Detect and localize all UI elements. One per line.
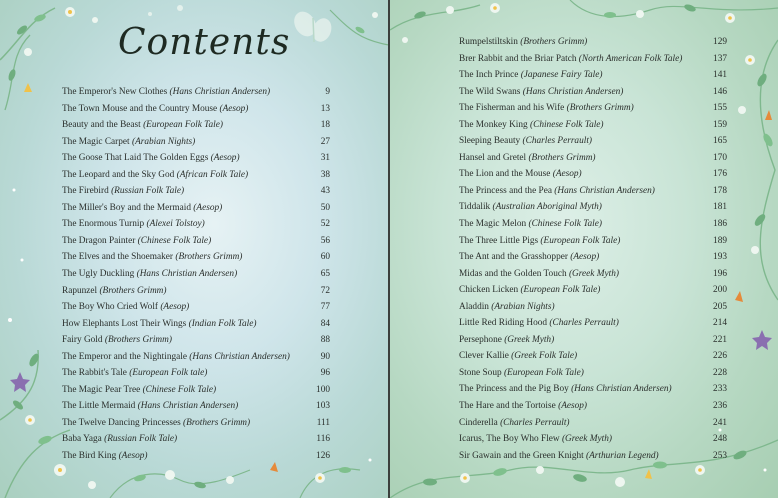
- entry-page-number: 189: [713, 235, 727, 246]
- entry-title: Icarus, The Boy Who Flew: [459, 434, 560, 445]
- entry-title: Midas and the Golden Touch: [459, 268, 567, 279]
- entry-page-number: 248: [713, 434, 727, 445]
- entry-title: The Elves and the Shoemaker: [62, 252, 174, 263]
- contents-entry: [459, 315, 727, 332]
- entry-title: Hansel and Gretel: [459, 152, 527, 163]
- entry-title: The Magic Carpet: [62, 136, 130, 147]
- entry-page-number: 178: [713, 185, 727, 196]
- contents-entry: [459, 299, 727, 316]
- entry-page-number: 165: [713, 136, 727, 147]
- entry-source: (Russian Folk Tale): [104, 434, 178, 445]
- contents-entry: [62, 84, 330, 101]
- entry-title: The Little Mermaid: [62, 401, 136, 412]
- entry-source: (Brothers Grimm): [99, 285, 167, 296]
- entry-source: (Arthurian Legend): [586, 450, 659, 461]
- entry-title: Persephone: [459, 334, 502, 345]
- entry-page-number: 186: [713, 219, 727, 230]
- entry-source: (Hans Christian Andersen): [522, 86, 624, 97]
- entry-title: The Fisherman and his Wife: [459, 103, 565, 114]
- entry-source: (Greek Myth): [568, 268, 619, 279]
- entry-page-number: 236: [713, 401, 727, 412]
- entry-page-number: 116: [316, 434, 330, 445]
- contents-list-right: [459, 34, 727, 464]
- entry-page-number: 38: [320, 169, 330, 180]
- entry-title: Sleeping Beauty: [459, 136, 521, 147]
- contents-entry: [459, 448, 727, 465]
- contents-entry: [62, 316, 330, 333]
- entry-page-number: 129: [713, 37, 727, 47]
- entry-page-number: 52: [320, 219, 330, 230]
- entry-source: (Brothers Grimm): [566, 103, 634, 114]
- entry-page-number: 170: [713, 152, 727, 163]
- entry-page-number: 50: [320, 202, 330, 213]
- entry-source: (Arabian Nights): [491, 301, 555, 312]
- entry-source: (European Folk Tale): [520, 285, 601, 296]
- contents-entry: [459, 233, 727, 250]
- entry-page-number: 56: [320, 235, 330, 246]
- entry-page-number: 18: [320, 120, 330, 131]
- entry-source: (Indian Folk Tale): [188, 318, 257, 329]
- entry-page-number: 196: [713, 268, 727, 279]
- entry-page-number: 9: [325, 87, 330, 97]
- entry-title: The Princess and the Pig Boy: [459, 384, 569, 395]
- entry-page-number: 200: [713, 285, 727, 296]
- entry-page-number: 226: [713, 351, 727, 362]
- entry-title: Clever Kallie: [459, 351, 509, 362]
- entry-source: (Arabian Nights): [131, 136, 196, 147]
- contents-entry: [459, 365, 727, 382]
- entry-title: The Hare and the Tortoise: [459, 401, 556, 412]
- contents-entry: [62, 233, 330, 250]
- entry-source: (Hans Christian Andersen): [554, 185, 655, 196]
- entry-title: The Princess and the Pea: [459, 185, 552, 196]
- contents-entry: [62, 266, 330, 283]
- entry-title: Baba Yaga: [62, 434, 102, 445]
- entry-page-number: 176: [713, 169, 727, 180]
- contents-entry: [62, 398, 330, 415]
- contents-entry: [459, 381, 727, 398]
- entry-page-number: 100: [316, 384, 330, 395]
- entry-source: (Brothers Grimm): [104, 335, 172, 346]
- entry-page-number: 72: [320, 285, 330, 296]
- entry-title: Beauty and the Beast: [62, 120, 141, 131]
- entry-source: (Brothers Grimm): [183, 417, 251, 428]
- entry-title: The Enormous Turnip: [62, 219, 145, 230]
- entry-source: (Aesop): [160, 302, 190, 313]
- entry-title: The Ant and the Grasshopper: [459, 252, 568, 263]
- entry-page-number: 31: [320, 153, 330, 164]
- contents-entry: [62, 117, 330, 134]
- entry-source: (Hans Christian Andersen): [169, 87, 271, 97]
- entry-title: Tiddalik: [459, 202, 491, 213]
- contents-entry: [459, 117, 727, 134]
- contents-entry: [62, 200, 330, 217]
- entry-source: (North American Folk Tale): [578, 53, 683, 64]
- entry-title: The Emperor's New Clothes: [62, 87, 168, 97]
- contents-entry: [62, 365, 330, 382]
- contents-entry: [459, 67, 727, 84]
- entry-title: The Boy Who Cried Wolf: [62, 302, 158, 313]
- entry-source: (European Folk Tale): [540, 235, 621, 246]
- contents-entry: [459, 216, 727, 233]
- contents-entry: [62, 382, 330, 399]
- entry-title: The Leopard and the Sky God: [62, 169, 175, 180]
- entry-title: The Wild Swans: [459, 86, 521, 97]
- entry-page-number: 141: [713, 70, 727, 81]
- contents-entry: [459, 133, 727, 150]
- contents-entry: [459, 332, 727, 349]
- entry-title: Aladdin: [459, 301, 489, 312]
- entry-source: (Australian Aboriginal Myth): [492, 202, 602, 213]
- entry-title: Sir Gawain and the Green Knight: [459, 450, 584, 461]
- entry-title: Rapunzel: [62, 285, 98, 296]
- entry-title: The Town Mouse and the Country Mouse: [62, 103, 218, 114]
- entry-source: (Aesop): [193, 202, 223, 213]
- entry-page-number: 214: [713, 318, 727, 329]
- entry-title: The Magic Pear Tree: [62, 384, 141, 395]
- entry-title: The Magic Melon: [459, 219, 527, 230]
- contents-entry: [62, 349, 330, 366]
- entry-page-number: 221: [713, 334, 727, 345]
- entry-title: Fairy Gold: [62, 335, 103, 346]
- entry-source: (Greek Folk Tale): [511, 351, 578, 362]
- contents-entry: [62, 216, 330, 233]
- entry-source: (Charles Perrault): [522, 136, 592, 147]
- entry-page-number: 90: [320, 351, 330, 362]
- contents-entry: [459, 415, 727, 432]
- entry-source: (Russian Folk Tale): [111, 186, 185, 197]
- entry-page-number: 13: [320, 103, 330, 114]
- contents-list-left: [62, 84, 330, 465]
- contents-entry: [62, 101, 330, 118]
- entry-source: (Aesop): [552, 169, 582, 180]
- entry-page-number: 65: [320, 269, 330, 280]
- entry-title: The Lion and the Mouse: [459, 169, 551, 180]
- contents-entry: [459, 431, 727, 448]
- contents-entry: [459, 266, 727, 283]
- entry-source: (Japanese Fairy Tale): [520, 70, 603, 81]
- contents-entry: [459, 51, 727, 68]
- entry-source: (Aesop): [558, 401, 588, 412]
- contents-entry: [62, 448, 330, 465]
- contents-entry: [62, 431, 330, 448]
- entry-page-number: 193: [713, 252, 727, 263]
- contents-entry: [459, 34, 727, 51]
- entry-title: Brer Rabbit and the Briar Patch: [459, 53, 577, 64]
- contents-entry: [459, 348, 727, 365]
- entry-source: (Hans Christian Andersen): [571, 384, 672, 395]
- star-icon: [10, 372, 30, 392]
- entry-source: (Chinese Folk Tale): [142, 384, 217, 395]
- contents-entry: [62, 283, 330, 300]
- entry-page-number: 43: [320, 186, 330, 197]
- entry-page-number: 27: [320, 136, 330, 147]
- entry-title: The Inch Prince: [459, 70, 519, 81]
- entry-title: The Goose That Laid The Golden Eggs: [62, 153, 209, 164]
- entry-source: (Chinese Folk Tale): [528, 219, 602, 230]
- butterfly-icon: [290, 8, 335, 45]
- entry-page-number: 146: [713, 86, 727, 97]
- contents-entry: [62, 332, 330, 349]
- entry-source: (Brothers Grimm): [520, 37, 588, 47]
- entry-title: The Miller's Boy and the Mermaid: [62, 202, 191, 213]
- entry-source: (Brothers Grimm): [528, 152, 596, 163]
- entry-title: The Rabbit's Tale: [62, 368, 127, 379]
- entry-source: (Greek Myth): [561, 434, 612, 445]
- contents-entry: [459, 398, 727, 415]
- contents-entry: [459, 282, 727, 299]
- contents-entry: [459, 100, 727, 117]
- entry-title: Stone Soup: [459, 367, 502, 378]
- entry-source: (Aesop): [219, 103, 249, 114]
- contents-entry: [459, 183, 727, 200]
- page-title: Contents: [118, 22, 291, 63]
- entry-source: (Greek Myth): [504, 334, 555, 345]
- entry-title: Rumpelstiltskin: [459, 37, 518, 47]
- entry-title: Cinderella: [459, 417, 498, 428]
- entry-source: (Aesop): [570, 252, 600, 263]
- entry-title: Chicken Licken: [459, 285, 519, 296]
- entry-page-number: 228: [713, 367, 727, 378]
- contents-entry: [62, 134, 330, 151]
- entry-title: The Monkey King: [459, 119, 528, 130]
- contents-entry: [62, 150, 330, 167]
- entry-source: (African Folk Tale): [176, 169, 249, 180]
- entry-title: The Emperor and the Nightingale: [62, 351, 187, 362]
- entry-source: (Chinese Folk Tale): [530, 119, 604, 130]
- entry-page-number: 155: [713, 103, 727, 114]
- entry-page-number: 181: [713, 202, 727, 213]
- entry-page-number: 205: [713, 301, 727, 312]
- entry-source: (Hans Christian Andersen): [136, 269, 238, 280]
- entry-source: (Alexei Tolstoy): [146, 219, 205, 230]
- entry-source: (European Folk Tale): [503, 367, 584, 378]
- contents-entry: [459, 150, 727, 167]
- entry-page-number: 137: [713, 53, 727, 64]
- entry-source: (Chinese Folk Tale): [137, 235, 212, 246]
- entry-page-number: 111: [316, 417, 330, 428]
- entry-page-number: 88: [320, 335, 330, 346]
- contents-entry: [459, 199, 727, 216]
- entry-source: (Hans Christian Andersen): [189, 351, 290, 362]
- contents-entry: [62, 167, 330, 184]
- entry-page-number: 253: [713, 450, 727, 461]
- entry-page-number: 233: [713, 384, 727, 395]
- contents-entry: [459, 84, 727, 101]
- entry-page-number: 126: [316, 451, 330, 462]
- entry-source: (Charles Perrault): [500, 417, 570, 428]
- contents-entry: [62, 249, 330, 266]
- entry-title: Little Red Riding Hood: [459, 318, 548, 329]
- contents-entry: [62, 415, 330, 432]
- entry-title: The Firebird: [62, 186, 109, 197]
- entry-title: How Elephants Lost Their Wings: [62, 318, 187, 329]
- entry-source: (European Folk tale): [129, 368, 208, 379]
- entry-source: (Hans Christian Andersen): [137, 401, 239, 412]
- entry-page-number: 77: [320, 302, 330, 313]
- entry-page-number: 159: [713, 119, 727, 130]
- entry-source: (Aesop): [118, 451, 148, 462]
- entry-source: (Aesop): [210, 153, 240, 164]
- entry-page-number: 241: [713, 417, 727, 428]
- contents-entry: [62, 183, 330, 200]
- entry-title: The Ugly Duckling: [62, 269, 135, 280]
- entry-page-number: 84: [320, 318, 330, 329]
- entry-source: (Brothers Grimm): [175, 252, 243, 263]
- contents-entry: [62, 299, 330, 316]
- right-page: [390, 0, 778, 498]
- entry-title: The Bird King: [62, 451, 117, 462]
- contents-entry: [459, 249, 727, 266]
- entry-source: (European Folk Tale): [143, 120, 223, 131]
- entry-title: The Three Little Pigs: [459, 235, 539, 246]
- entry-page-number: 103: [316, 401, 330, 412]
- star-icon: [752, 330, 772, 350]
- entry-page-number: 96: [320, 368, 330, 379]
- contents-entry: [459, 166, 727, 183]
- entry-title: The Dragon Painter: [62, 235, 136, 246]
- entry-title: The Twelve Dancing Princesses: [62, 417, 181, 428]
- entry-source: (Charles Perrault): [549, 318, 619, 329]
- entry-page-number: 60: [320, 252, 330, 263]
